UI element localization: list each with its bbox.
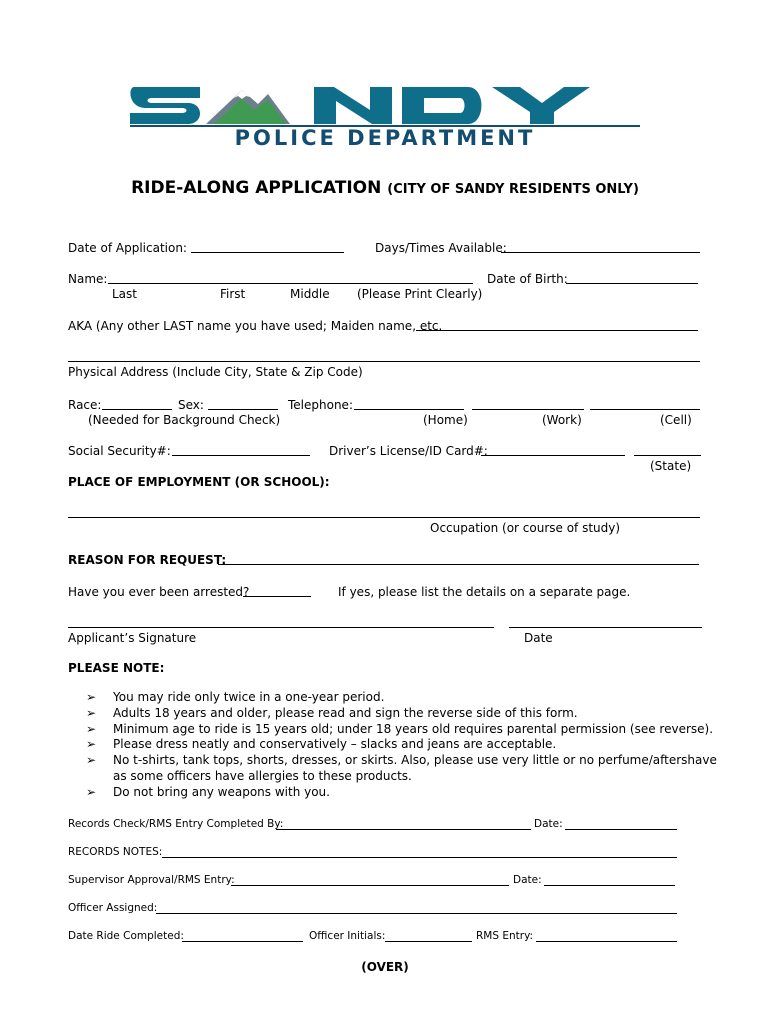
name-field[interactable] (108, 272, 473, 284)
name-print-caption: (Please Print Clearly) (357, 287, 483, 301)
work-caption: (Work) (542, 413, 582, 427)
officer-initials-label: Officer Initials: (309, 930, 386, 942)
arrow-bullet-icon: ➢ (86, 705, 97, 720)
records-notes-label: RECORDS NOTES: (68, 846, 163, 858)
logo-department: POLICE DEPARTMENT (234, 126, 536, 150)
records-notes-field[interactable] (162, 846, 677, 858)
days-times-label: Days/Times Available: (375, 241, 507, 255)
aka-field[interactable] (416, 319, 698, 331)
officer-initials-field[interactable] (385, 930, 472, 942)
arrow-bullet-icon: ➢ (86, 737, 97, 752)
telephone-home-field[interactable] (354, 398, 464, 410)
license-field[interactable] (481, 444, 625, 456)
telephone-cell-field[interactable] (590, 398, 700, 410)
officer-assigned-field[interactable] (156, 902, 677, 914)
name-last-caption: Last (112, 287, 137, 301)
officer-assigned-label: Officer Assigned: (68, 902, 158, 914)
reason-label: REASON FOR REQUEST: (68, 553, 227, 567)
date-of-application-label: Date of Application: (68, 241, 187, 255)
rms-entry-label: RMS Entry: (476, 930, 534, 942)
address-field[interactable] (68, 350, 700, 362)
employment-field[interactable] (68, 506, 700, 518)
sandy-police-logo (130, 84, 642, 150)
note-item: ➢ You may ride only twice in a one-year period. (86, 690, 385, 704)
logo-letter-n (314, 87, 392, 124)
background-caption: (Needed for Background Check) (88, 413, 281, 427)
home-caption: (Home) (423, 413, 468, 427)
race-label: Race: (68, 398, 102, 412)
dob-label: Date of Birth: (487, 272, 568, 286)
arrow-bullet-icon: ➢ (86, 690, 97, 704)
records-check-date-field[interactable] (565, 818, 677, 830)
records-check-field[interactable] (276, 818, 531, 830)
supervisor-date-label: Date: (513, 874, 542, 886)
sex-label: Sex: (178, 398, 204, 412)
telephone-label: Telephone: (288, 398, 353, 412)
over-note: (OVER) (361, 960, 409, 974)
form-title (0, 178, 770, 198)
address-label: Physical Address (Include City, State & Zip Code) (68, 365, 363, 379)
sandy-wordmark (130, 87, 590, 124)
employment-label: PLACE OF EMPLOYMENT (OR SCHOOL): (68, 475, 330, 489)
supervisor-date-field[interactable] (544, 874, 675, 886)
title-sub: (CITY OF SANDY RESIDENTS ONLY) (387, 182, 639, 197)
note-item: ➢ Minimum age to ride is 15 years old; under 18 years old requires parental permission (see reverse). (86, 721, 714, 736)
cell-caption: (Cell) (660, 413, 692, 427)
title-main: RIDE-ALONG APPLICATION (131, 178, 382, 198)
license-state-field[interactable] (634, 444, 701, 456)
sex-field[interactable] (208, 398, 278, 410)
signature-date-field[interactable] (509, 616, 702, 628)
telephone-work-field[interactable] (472, 398, 584, 410)
reason-field[interactable] (218, 553, 699, 565)
dob-field[interactable] (566, 272, 698, 284)
arrow-bullet-icon: ➢ (86, 753, 97, 768)
name-first-caption: First (220, 287, 246, 301)
race-field[interactable] (102, 398, 172, 410)
arrested-label: Have you ever been arrested? (68, 585, 250, 599)
records-check-label: Records Check/RMS Entry Completed By: (68, 818, 284, 830)
note-item: ➢ Adults 18 years and older, please read and sign the reverse side of this form. (86, 705, 578, 720)
notes-heading: PLEASE NOTE: (68, 661, 165, 675)
note-item: ➢ Please dress neatly and conservatively – slacks and jeans are acceptable. (86, 737, 557, 752)
arrow-bullet-icon: ➢ (86, 784, 97, 799)
days-times-field[interactable] (501, 241, 700, 253)
logo-letter-d (402, 87, 482, 124)
signature-field[interactable] (68, 616, 494, 628)
note-item: ➢ Do not bring any weapons with you. (86, 784, 330, 799)
state-caption: (State) (650, 459, 692, 473)
ride-completed-field[interactable] (182, 930, 303, 942)
supervisor-label: Supervisor Approval/RMS Entry: (68, 874, 235, 886)
ssn-field[interactable] (172, 444, 310, 456)
arrested-field[interactable] (243, 585, 311, 597)
name-middle-caption: Middle (290, 287, 330, 301)
date-of-application-field[interactable] (191, 241, 344, 253)
notes-list (86, 690, 726, 801)
ride-completed-label: Date Ride Completed: (68, 930, 184, 942)
supervisor-field[interactable] (231, 874, 509, 886)
if-yes-note: If yes, please list the details on a separate page. (338, 585, 631, 599)
ssn-label: Social Security#: (68, 444, 171, 458)
logo-letter-y (492, 87, 590, 124)
logo-letter-s (130, 87, 200, 124)
aka-label: AKA (Any other LAST name you have used; Maiden name, etc. (68, 319, 443, 333)
arrow-bullet-icon: ➢ (86, 721, 97, 736)
signature-caption: Applicant’s Signature (68, 631, 197, 645)
name-label: Name: (68, 272, 108, 286)
signature-date-caption: Date (524, 631, 553, 645)
occupation-caption: Occupation (or course of study) (430, 521, 621, 535)
records-check-date-label: Date: (534, 818, 563, 830)
rms-entry-field[interactable] (536, 930, 677, 942)
note-item: ➢ No t-shirts, tank tops, shorts, dresses, or skirts. Also, please use very little or no perfume/aftershave as some officers have allergies to these products. (86, 753, 717, 783)
license-label: Driver’s License/ID Card#: (329, 444, 488, 458)
